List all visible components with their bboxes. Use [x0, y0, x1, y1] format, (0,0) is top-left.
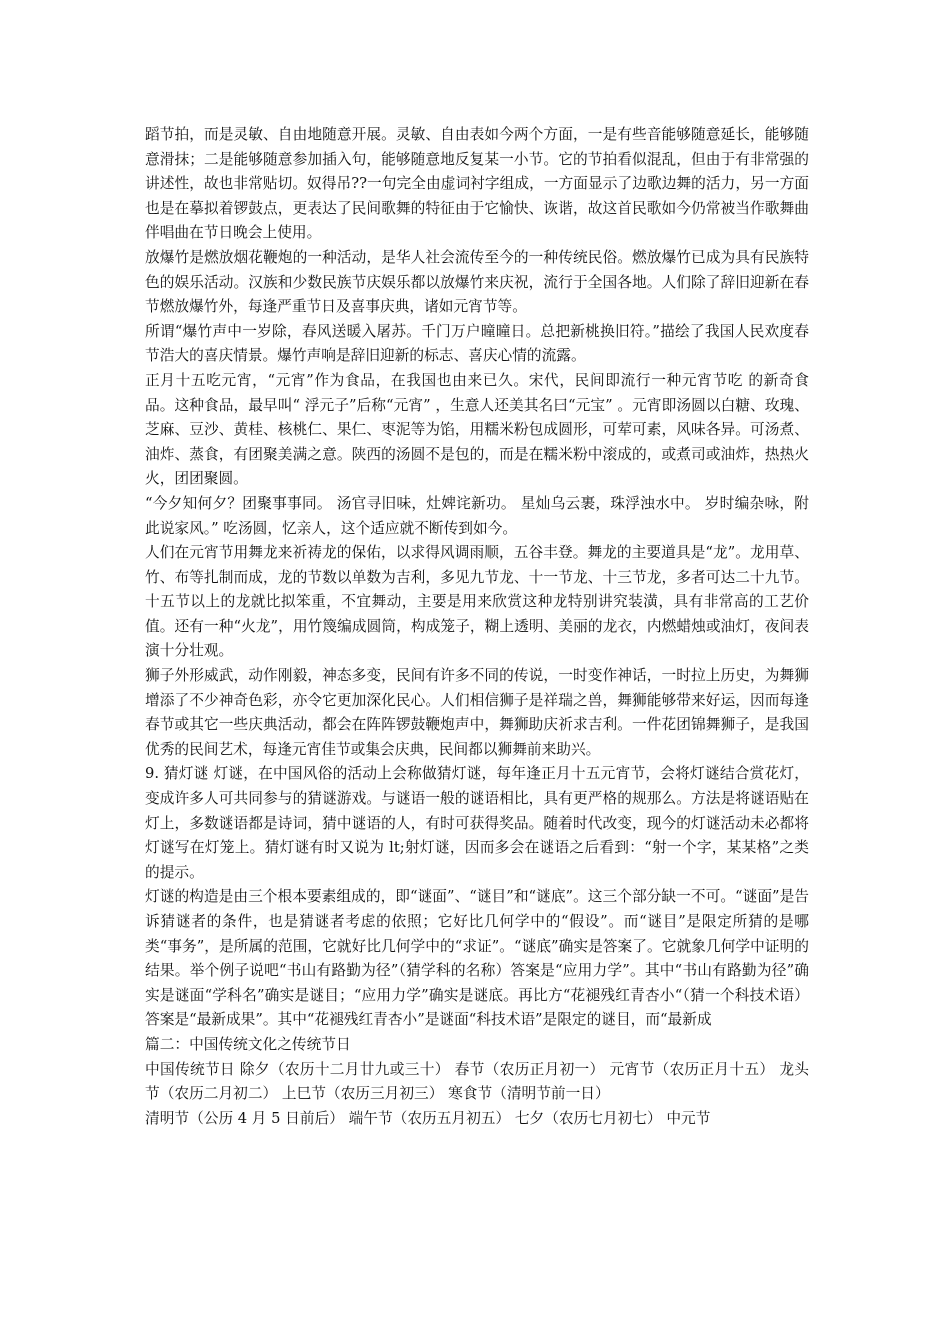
- paragraph-8: 9. 猜灯谜 灯谜，在中国风俗的活动上会称做猜灯谜，每年逢正月十五元宵节，会将灯谜结合赏花灯，变成许多人可共同参与的猜谜游戏。与谜语一般的谜语相比，具有更严格的规那么。方法是将谜语贴在灯上，多数谜语都是诗词，猜中谜语的人，有时可获得奖品。随着时代改变，现今的灯谜活动未必都将灯谜写在灯笼上。猜灯谜有时又说为 lt;射灯谜，因而多会在谜语之后看到：“射一个字，某某格”之类的提示。: [145, 765, 809, 881]
- paragraph-12: 清明节（公历 4 月 5 日前后） 端午节（农历五月初五） 七夕（农历七月初七） 中元节: [145, 1109, 711, 1127]
- paragraph-9: 灯谜的构造是由三个根本要素组成的，即“谜面”、“谜目”和“谜底”。这三个部分缺一不可。“谜面”是告诉猜谜者的条件，也是猜谜者考虑的依照；它好比几何学中的“假设”。而“谜目”是限定所猜的是哪类“事务”，是所属的范围，它就好比几何学中的“求证”。“谜底”确实是答案了。它就象几何学中证明的结果。举个例子说吧“书山有路勤为径”（猜学科的名称）答案是“应用力学”。其中“书山有路勤为径”确实是谜面“学科名”确实是谜目；“应用力学”确实是谜底。再比方“花褪残红青杏小“（猜一个科技术语）答案是“最新成果”。其中“花褪残红青杏小”是谜面“科技术语”是限定的谜目，而“最新成: [145, 888, 809, 1029]
- paragraph-7: 狮子外形威武，动作刚毅，神态多变，民间有许多不同的传说，一时变作神话，一时拉上历史，为舞狮增添了不少神奇色彩，亦令它更加深化民心。人们相信狮子是祥瑞之兽，舞狮能够带来好运，因而每逢春节或其它一些庆典活动，都会在阵阵锣鼓鞭炮声中，舞狮助庆祈求吉利。一件花团锦舞狮子，是我国优秀的民间艺术，每逢元宵佳节或集会庆典，民间都以狮舞前来助兴。: [145, 667, 809, 758]
- paragraph-5: “今夕知何夕？团聚事事同。 汤官寻旧味，灶婢诧新功。 星灿乌云裹，珠浮浊水中。 岁时编杂咏，附此说家风。” 吃汤圆，忆亲人，这个适应就不断传到如今。: [145, 494, 809, 537]
- paragraph-3: 所谓“爆竹声中一岁除，春风送暖入屠苏。千门万户曈曈日。总把新桃换旧符。”描绘了我国人民欢度春节浩大的喜庆情景。爆竹声响是辞旧迎新的标志、喜庆心情的流露。: [145, 322, 809, 365]
- document-page: [145, 123, 809, 1131]
- section-heading: 篇二：中国传统文化之传统节日: [145, 1035, 351, 1053]
- paragraph-11: 中国传统节日 除夕（农历十二月廿九或三十） 春节（农历正月初一） 元宵节（农历正月十五） 龙头节（农历二月初二） 上巳节（农历三月初三） 寒食节（清明节前一日）: [145, 1060, 809, 1103]
- paragraph-2: 放爆竹是燃放烟花鞭炮的一种活动，是华人社会流传至今的一种传统民俗。燃放爆竹已成为具有民族特色的娱乐活动。汉族和少数民族节庆娱乐都以放爆竹来庆祝，流行于全国各地。人们除了辞旧迎新在春节燃放爆竹外，每逢严重节日及喜事庆典，诸如元宵节等。: [145, 248, 809, 316]
- paragraph-1: 蹈节拍，而是灵敏、自由地随意开展。灵敏、自由表如今两个方面，一是有些音能够随意延长，能够随意滑抹；二是能够随意参加插入句，能够随意地反复某一小节。它的节拍看似混乱，但由于有非常强的讲述性，故也非常贴切。奴得吊??一句完全由虚词衬字组成，一方面显示了边歌边舞的活力，另一方面也是在摹拟着锣鼓点，更表达了民间歌舞的特征由于它愉快、诙谐，故这首民歌如今仍常被当作歌舞曲伴唱曲在节日晚会上使用。: [145, 126, 809, 242]
- paragraph-4: 正月十五吃元宵，“元宵”作为食品，在我国也由来已久。宋代，民间即流行一种元宵节吃 的新奇食品。这种食品，最早叫“ 浮元子”后称“元宵” ，生意人还美其名曰“元宝” 。元宵即汤圆以白糖、玫瑰、芝麻、豆沙、黄桂、核桃仁、果仁、枣泥等为馅，用糯米粉包成圆形，可荤可素，风味各异。可汤煮、油炸、蒸食，有团聚美满之意。陕西的汤圆不是包的，而是在糯米粉中滚成的，或煮司或油炸，热热火火，团团聚圆。: [145, 371, 809, 488]
- paragraph-6: 人们在元宵节用舞龙来祈祷龙的保佑，以求得风调雨顺，五谷丰登。舞龙的主要道具是“龙”。龙用草、竹、布等扎制而成，龙的节数以单数为吉利，多见九节龙、十一节龙、十三节龙，多者可达二十九节。十五节以上的龙就比拟笨重，不宜舞动，主要是用来欣赏这种龙特别讲究装潢，具有非常高的工艺价值。还有一种“火龙”，用竹篾编成圆筒，构成笼子，糊上透明、美丽的龙衣，内燃蜡烛或油灯，夜间表演十分壮观。: [145, 544, 809, 660]
